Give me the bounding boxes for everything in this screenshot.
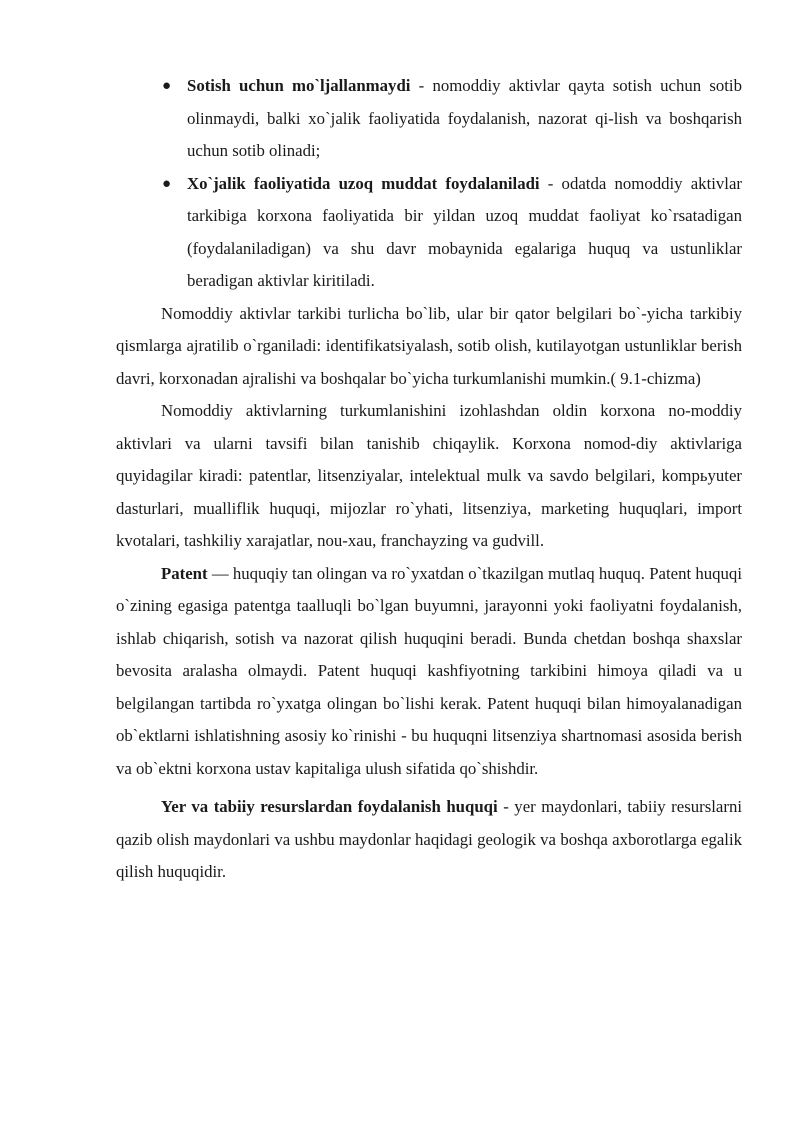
- bullet-list: [116, 70, 742, 298]
- bullet-term: Xo`jalik faoliyatida uzoq muddat foydalaniladi: [187, 173, 540, 193]
- bullet-text: - nomoddiy aktivlar qayta sotish uchun sotib olinmaydi, balki xo`jalik faoliyatida foydalanish, nazorat qi-lish va boshqarish uchun sotib olinadi;: [187, 76, 742, 160]
- document-page: [116, 70, 742, 889]
- paragraph-patent: [116, 558, 742, 786]
- list-item: [116, 70, 742, 168]
- land-rights-term: Yer va tabiiy resurslardan foydalanish huquqi: [161, 797, 498, 816]
- patent-term: Patent: [161, 563, 208, 583]
- bullet-term: Sotish uchun mo`ljallanmaydi: [187, 76, 411, 95]
- paragraph-intangible-assets: Nomoddiy aktivlarning turkumlanishini izohlashdan oldin korxona no-moddiy aktivlari va ularni tavsifi bilan tanishib chiqaylik. Korxona nomod-diy aktivlariga quyidagilar kiradi: patentlar, litsenziyalar, intelektual mulk va savdo belgilari, kompьyuter dasturlari, mualliflik huquqi, mijozlar ro`yhati, litsenziya, marketing huquqlari, import kvotalari, tashkiliy xarajatlar, nou-xau, franchayzing va gudvill.: [116, 401, 742, 550]
- bullet-icon: ●: [162, 175, 172, 192]
- land-rights-text: - yer maydonlari, tabiiy resurslarni qazib olish maydonlari va ushbu maydonlar haqidagi geologik va boshqa axborotlarga egalik qilish huquqidir.: [116, 797, 742, 881]
- patent-text: — huquqiy tan olingan va ro`yxatdan o`tkazilgan mutlaq huquq. Patent huquqi o`zining egasiga patentga taalluqli bo`lgan buyumni, jarayonni yoki faoliyatni foydalanish, ishlab chiqarish, sotish va nazorat qilish huquqini beradi. Bunda chetdan boshqa shaxslar bevosita aralasha olmaydi. Patent huquqi kashfiyotning tarkibini himoya qiladi va u belgilangan tartibda ro`yxatga olingan bo`lishi kerak. Patent huquqi bilan himoyalanadigan ob`ektlarni ishlatishning asosiy ko`rinishi - bu huquqni litsenziya shartnomasi asosida berish va ob`ektni korxona ustav kapitaliga ulush sifatida qo`shishdir.: [116, 563, 742, 778]
- bullet-icon: ●: [162, 78, 172, 94]
- bullet-text: - odatda nomoddiy aktivlar tarkibiga korxona faoliyatida bir yildan uzoq muddat faoliyat ko`rsatadigan (foydalaniladigan) va shu davr mobaynida egalariga huquq va ustunliklar beradigan aktivlar kiritiladi.: [187, 173, 742, 290]
- paragraph-classification: Nomoddiy aktivlar tarkibi turlicha bo`lib, ular bir qator belgilari bo`-yicha tarkibiy qismlarga ajratilib o`rganiladi: identifikatsiyalash, sotib olish, kutilayotgan ustunliklar berish davri, korxonadan ajralishi va boshqalar bo`yicha turkumlanishi mumkin.( 9.1-chizma): [116, 303, 742, 388]
- list-item: [116, 168, 742, 298]
- paragraph-land-rights: [116, 791, 742, 889]
